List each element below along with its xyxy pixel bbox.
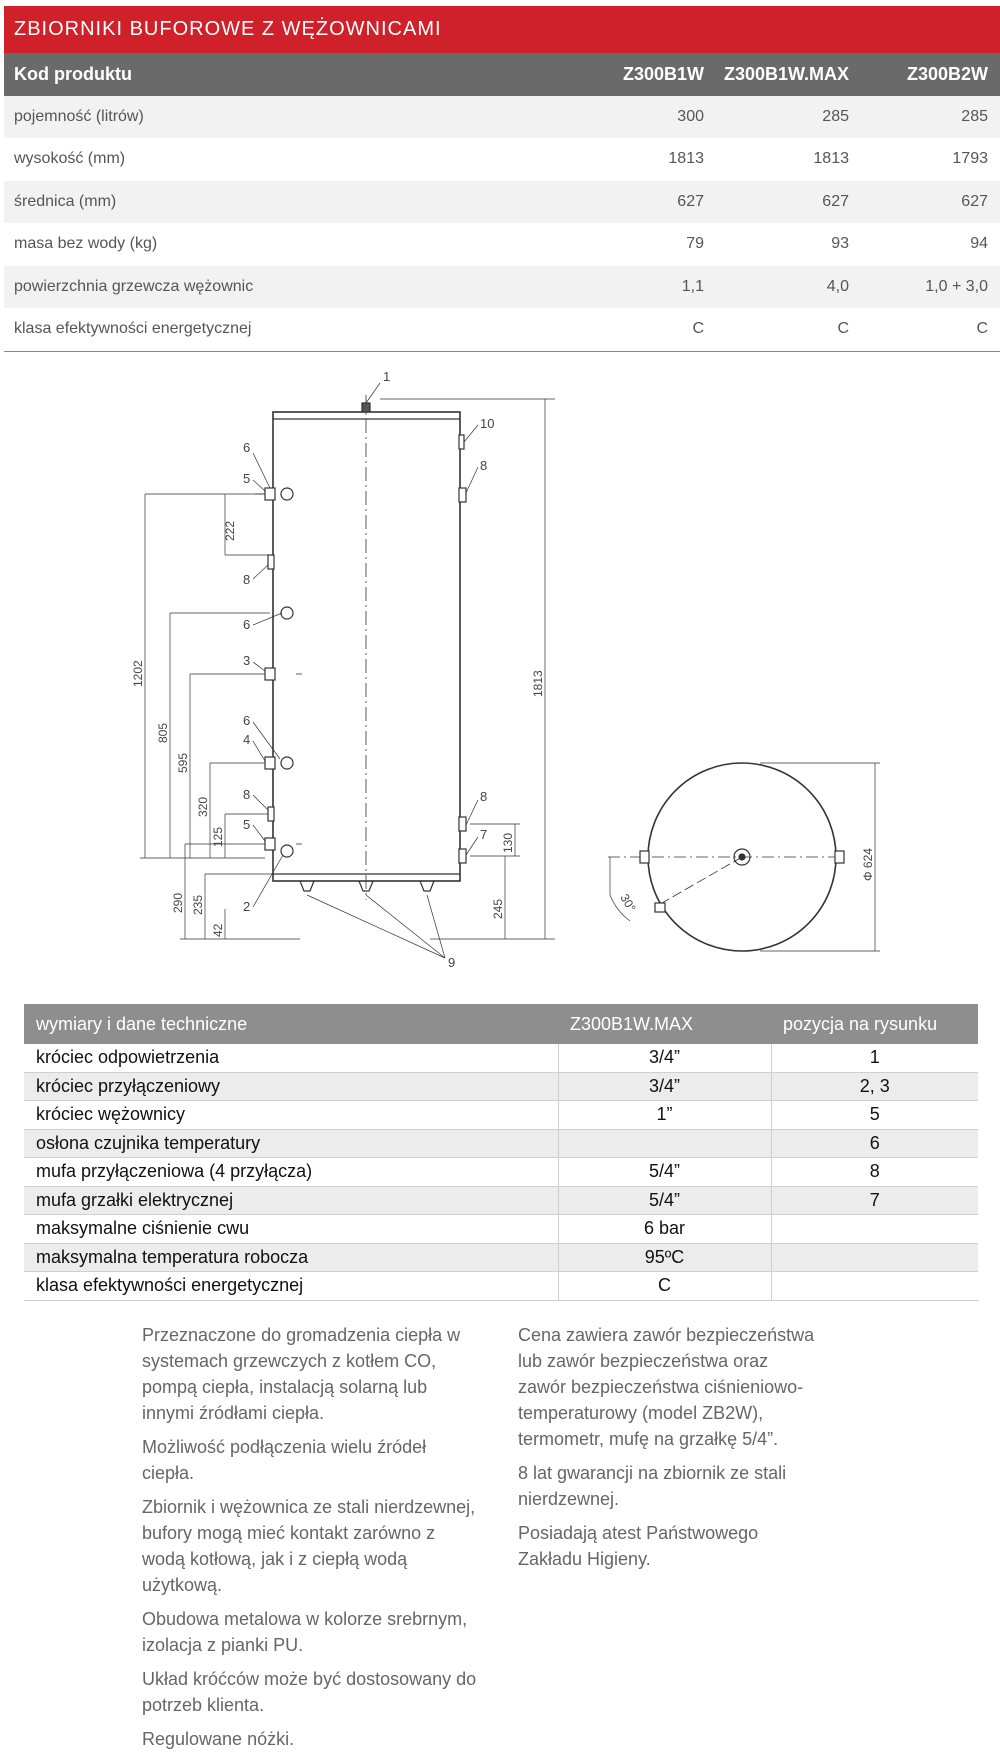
tech-position: 2, 3 [771, 1072, 978, 1101]
spec-value: 1813 [813, 150, 849, 168]
tech-value: 1” [558, 1101, 771, 1130]
table-row [24, 1243, 978, 1272]
label-2: 2 [243, 899, 251, 914]
label-4: 4 [243, 732, 251, 747]
tech-position: 6 [771, 1129, 978, 1158]
spec-value: 285 [961, 107, 988, 125]
spec-value: 93 [831, 235, 849, 253]
dim-125: 125 [211, 826, 225, 847]
description-right [518, 1322, 818, 1580]
tech-row-label: klasa efektywności energetycznej [24, 1272, 558, 1301]
label-7: 7 [480, 827, 488, 842]
table-row [4, 181, 1000, 224]
description-paragraph: Przeznaczone do gromadzenia ciepła w systemach grzewczych z kotłem CO, pompą ciepła, instalacją solarną lub innymi źródłami ciepła. [142, 1325, 461, 1423]
spec-row-label: wysokość (mm) [14, 150, 126, 168]
spec-row-label: pojemność (litrów) [14, 107, 144, 125]
description-paragraph: Układ króćców może być dostosowany do potrzeb klienta. [142, 1669, 477, 1715]
table-row [24, 1215, 978, 1244]
label-6: 6 [243, 713, 251, 728]
spec-value: 627 [961, 192, 988, 210]
table-row [24, 1072, 978, 1101]
label-8: 8 [480, 789, 488, 804]
spec-value: 627 [822, 192, 849, 210]
label-3: 3 [243, 653, 251, 668]
tech-header-position: pozycja na rysunku [771, 1004, 978, 1044]
tech-position: 7 [771, 1186, 978, 1215]
table-row [24, 1101, 978, 1130]
tech-position: 8 [771, 1158, 978, 1187]
spec-header-z300b1w-max: Z300B1W.MAX [723, 63, 849, 84]
tech-position [771, 1243, 978, 1272]
tech-row-label: króciec wężownicy [24, 1101, 558, 1130]
spec-value: 285 [822, 107, 849, 125]
table-row [24, 1129, 978, 1158]
spec-row-label: średnica (mm) [14, 192, 117, 210]
label-9: 9 [448, 955, 456, 970]
table-row [24, 1044, 978, 1072]
dim-diameter-624: Φ 624 [861, 848, 875, 881]
dim-320: 320 [196, 796, 210, 817]
dim-245: 245 [491, 898, 505, 919]
tech-row-label: osłona czujnika temperatury [24, 1129, 558, 1158]
tech-value: 95ºC [558, 1243, 771, 1272]
spec-value: 94 [970, 235, 988, 253]
description-paragraph: Zbiornik i wężownica ze stali nierdzewnej, bufory mogą mieć kontakt zarówno z wodą kotłową, jak i z ciepłą wodą użytkową. [142, 1497, 476, 1595]
description-left [142, 1322, 482, 1760]
tech-position [771, 1272, 978, 1301]
tech-header-label: wymiary i dane techniczne [24, 1004, 558, 1044]
table-row [4, 308, 1000, 351]
tank-body [273, 412, 460, 881]
table-row [4, 138, 1000, 181]
tech-position [771, 1215, 978, 1244]
tech-row-label: maksymalna temperatura robocza [24, 1243, 558, 1272]
table-row [4, 223, 1000, 266]
spec-row-label: klasa efektywności energetycznej [14, 320, 252, 338]
label-8: 8 [243, 572, 251, 587]
label-5: 5 [243, 471, 251, 486]
spec-value: 4,0 [826, 277, 849, 295]
dim-235: 235 [191, 894, 205, 915]
table-row [24, 1186, 978, 1215]
dim-42: 42 [211, 923, 225, 937]
description-paragraph: 8 lat gwarancji na zbiornik ze stali nierdzewnej. [518, 1463, 787, 1509]
tech-value: 5/4” [558, 1158, 771, 1187]
tech-value [558, 1129, 771, 1158]
dim-1813: 1813 [531, 670, 545, 697]
label-10: 10 [480, 416, 495, 431]
tech-value: 6 bar [558, 1215, 771, 1244]
tech-table [24, 1004, 978, 1301]
spec-value: 1,1 [681, 277, 704, 295]
dim-1202: 1202 [131, 660, 145, 687]
spec-value: C [692, 320, 704, 338]
spec-value: 627 [677, 192, 704, 210]
spec-row-label: powierzchnia grzewcza wężownic [14, 277, 254, 295]
description-paragraph: Regulowane nóżki. [142, 1729, 295, 1749]
tech-row-label: mufa grzałki elektrycznej [24, 1186, 558, 1215]
label-6: 6 [243, 440, 251, 455]
dim-130: 130 [501, 832, 515, 853]
tech-value: 5/4” [558, 1186, 771, 1215]
spec-value: C [976, 320, 988, 338]
tech-header-model: Z300B1W.MAX [558, 1004, 771, 1044]
tech-position: 5 [771, 1101, 978, 1130]
tech-row-label: króciec przyłączeniowy [24, 1072, 558, 1101]
tech-table-header [24, 1004, 978, 1044]
spec-value: 300 [677, 107, 704, 125]
dim-222: 222 [223, 520, 237, 541]
tech-position: 1 [771, 1044, 978, 1072]
dim-805: 805 [156, 722, 170, 743]
dim-angle-30: 30° [617, 891, 639, 915]
label-8: 8 [480, 458, 488, 473]
spec-value: C [837, 320, 849, 338]
tech-value: 3/4” [558, 1072, 771, 1101]
spec-value: 1,0 + 3,0 [925, 277, 988, 295]
spec-table [4, 53, 1000, 352]
spec-header-z300b1w: Z300B1W [622, 63, 704, 84]
spec-header-label: Kod produktu [14, 63, 132, 84]
spec-value: 1813 [668, 150, 704, 168]
dim-595: 595 [176, 752, 190, 773]
tech-row-label: maksymalne ciśnienie cwu [24, 1215, 558, 1244]
tech-row-label: mufa przyłączeniowa (4 przyłącza) [24, 1158, 558, 1187]
table-row [24, 1272, 978, 1301]
spec-row-label: masa bez wody (kg) [14, 235, 158, 253]
description-paragraph: Cena zawiera zawór bezpieczeństwa lub zawór bezpieczeństwa oraz zawór bezpieczeństwa ciśnieniowo-temperaturowy (model ZB2W), termometr, mufę na grzałkę 5/4”. [518, 1325, 815, 1449]
tech-value: 3/4” [558, 1044, 771, 1072]
spec-value: 1793 [952, 150, 988, 168]
tech-value: C [558, 1272, 771, 1301]
tech-row-label: króciec odpowietrzenia [24, 1044, 558, 1072]
dim-290: 290 [171, 892, 185, 913]
description-paragraph: Możliwość podłączenia wielu źródeł ciepła. [142, 1437, 427, 1483]
table-row [24, 1158, 978, 1187]
table-row [4, 96, 1000, 139]
spec-value: 79 [686, 235, 704, 253]
description-paragraph: Posiadają atest Państwowego Zakładu Higieny. [518, 1523, 759, 1569]
label-6: 6 [243, 617, 251, 632]
label-1: 1 [383, 369, 391, 384]
spec-header-z300b2w: Z300B2W [906, 63, 988, 84]
page-title: ZBIORNIKI BUFOROWE Z WĘŻOWNICAMI [4, 6, 1000, 53]
label-8: 8 [243, 787, 251, 802]
description-paragraph: Obudowa metalowa w kolorze srebrnym, izolacja z pianki PU. [142, 1609, 468, 1655]
table-row [4, 266, 1000, 309]
technical-drawing [0, 355, 1000, 985]
label-5: 5 [243, 817, 251, 832]
spec-table-header [4, 53, 1000, 96]
